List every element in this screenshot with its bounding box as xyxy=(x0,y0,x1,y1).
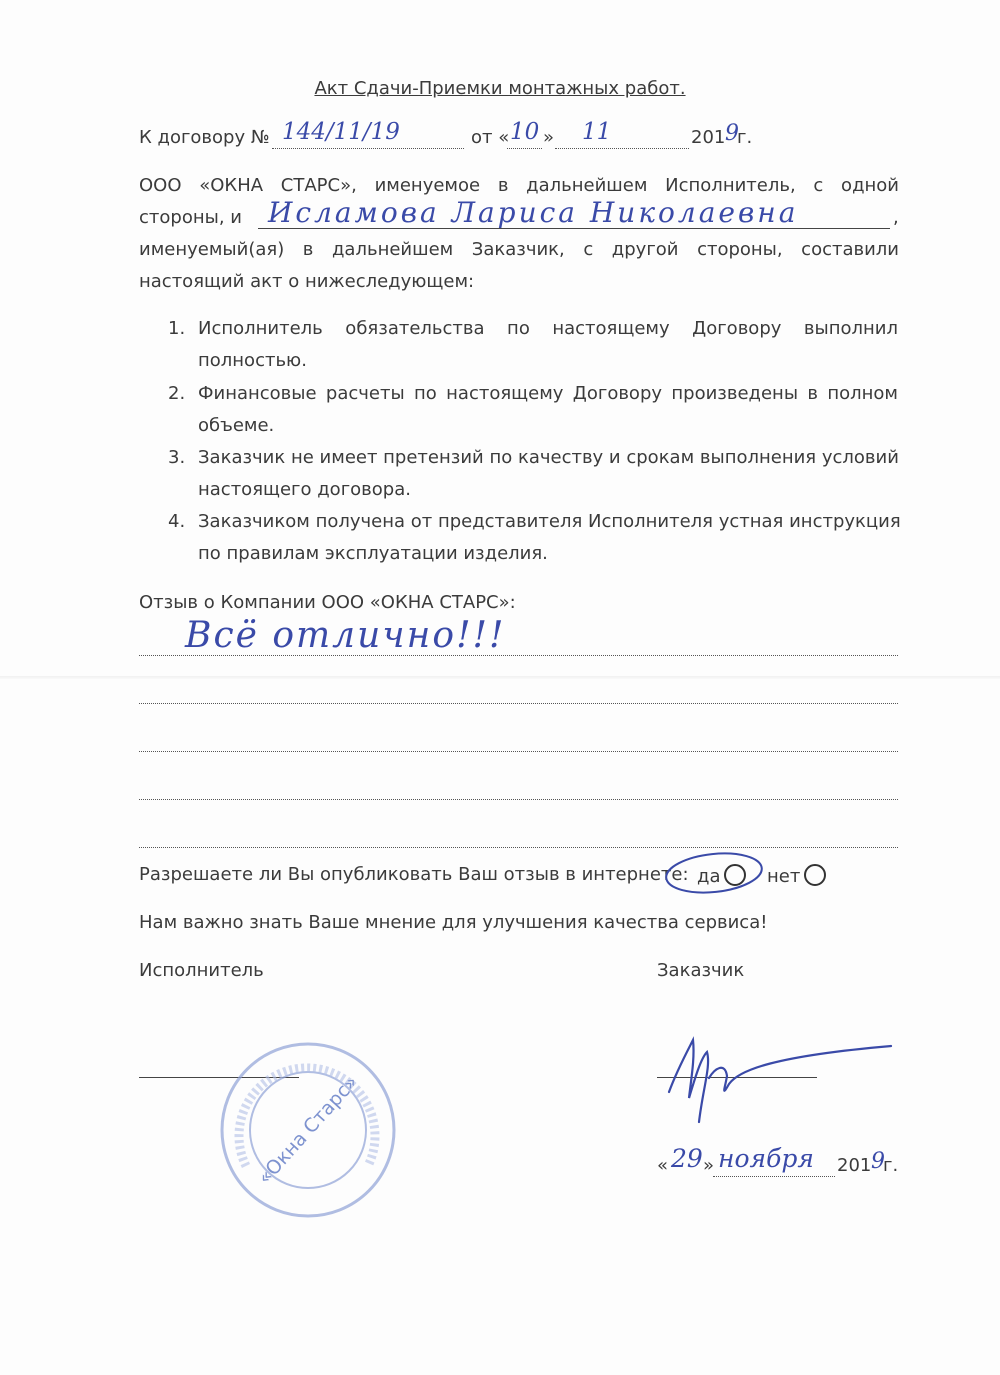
company-stamp xyxy=(218,1040,398,1220)
publish-no-radio[interactable] xyxy=(804,864,826,886)
executor-label: Исполнитель xyxy=(139,960,264,981)
item-1-line-2: полностью. xyxy=(198,350,307,371)
publish-yes-label: да xyxy=(697,866,721,887)
contract-day: 10 xyxy=(510,119,540,145)
document-title: Акт Сдачи-Приемки монтажных работ. xyxy=(314,78,686,99)
review-line-5 xyxy=(139,847,898,848)
review-handwritten: Всё отлично!!! xyxy=(185,615,506,656)
sign-date-day: 29 xyxy=(671,1144,703,1173)
intro-line-3: именуемый(ая) в дальнейшем Заказчик, с другой стороны, составили xyxy=(139,239,899,260)
contract-day-line xyxy=(507,148,542,149)
paper-fold xyxy=(0,676,1000,679)
sign-date-year-suffix: г. xyxy=(883,1155,899,1176)
item-2-number: 2. xyxy=(168,383,186,404)
contract-quote-close: » xyxy=(543,127,555,148)
item-3-line-1: Заказчик не имеет претензий по качеству и срокам выполнения условий xyxy=(198,447,899,468)
stamp-text: «Окна Старс» xyxy=(253,1071,363,1189)
intro-line-2-prefix: стороны, и xyxy=(139,207,242,228)
sign-date-month-line xyxy=(713,1176,835,1177)
contract-month: 11 xyxy=(582,119,612,145)
publish-no-option[interactable] xyxy=(767,864,826,888)
sign-date-close: » xyxy=(703,1155,715,1176)
intro-line-1: ООО «ОКНА СТАРС», именуемое в дальнейшем Исполнитель, с одной xyxy=(139,175,899,196)
contract-prefix: К договору № xyxy=(139,127,270,148)
review-line-1 xyxy=(139,655,898,656)
sign-date-year-digit: 9 xyxy=(871,1149,885,1174)
item-3-number: 3. xyxy=(168,447,186,468)
review-line-3 xyxy=(139,751,898,752)
contract-year-prefix: 201 xyxy=(691,127,726,148)
review-line-2 xyxy=(139,703,898,704)
item-2-line-1: Финансовые расчеты по настоящему Договору произведены в полном xyxy=(198,383,898,404)
review-label: Отзыв о Компании ООО «ОКНА СТАРС»: xyxy=(139,592,516,613)
sign-date-month: ноября xyxy=(718,1144,814,1173)
intro-line-4: настоящий акт о нижеследующем: xyxy=(139,271,475,292)
contract-from-label: от « xyxy=(471,127,510,148)
sign-date-year-prefix: 201 xyxy=(837,1155,872,1176)
publish-question: Разрешаете ли Вы опубликовать Ваш отзыв в интернете: xyxy=(139,864,689,885)
review-line-4 xyxy=(139,799,898,800)
item-1-number: 1. xyxy=(168,318,186,339)
service-note: Нам важно знать Ваше мнение для улучшения качества сервиса! xyxy=(139,912,768,933)
item-1-line-1: Исполнитель обязательства по настоящему Договору выполнил xyxy=(198,318,898,339)
item-4-line-1: Заказчиком получена от представителя Исполнителя устная инструкция xyxy=(198,511,901,532)
contract-number-line xyxy=(272,148,464,149)
customer-label: Заказчик xyxy=(657,960,745,981)
customer-name: Исламова Лариса Николаевна xyxy=(268,196,799,229)
item-2-line-2: объеме. xyxy=(198,415,275,436)
contract-number: 144/11/19 xyxy=(282,119,400,145)
item-3-line-2: настоящего договора. xyxy=(198,479,411,500)
contract-year-digit: 9 xyxy=(725,121,739,146)
publish-selected-circle xyxy=(662,850,766,896)
item-4-line-2: по правилам эксплуатации изделия. xyxy=(198,543,548,564)
customer-signature xyxy=(655,1018,895,1128)
contract-month-line xyxy=(555,148,689,149)
contract-year-suffix: г. xyxy=(737,127,753,148)
sign-date-open: « xyxy=(657,1155,669,1176)
item-4-number: 4. xyxy=(168,511,186,532)
intro-line-2-suffix: , xyxy=(893,207,899,228)
publish-no-label: нет xyxy=(767,866,801,887)
